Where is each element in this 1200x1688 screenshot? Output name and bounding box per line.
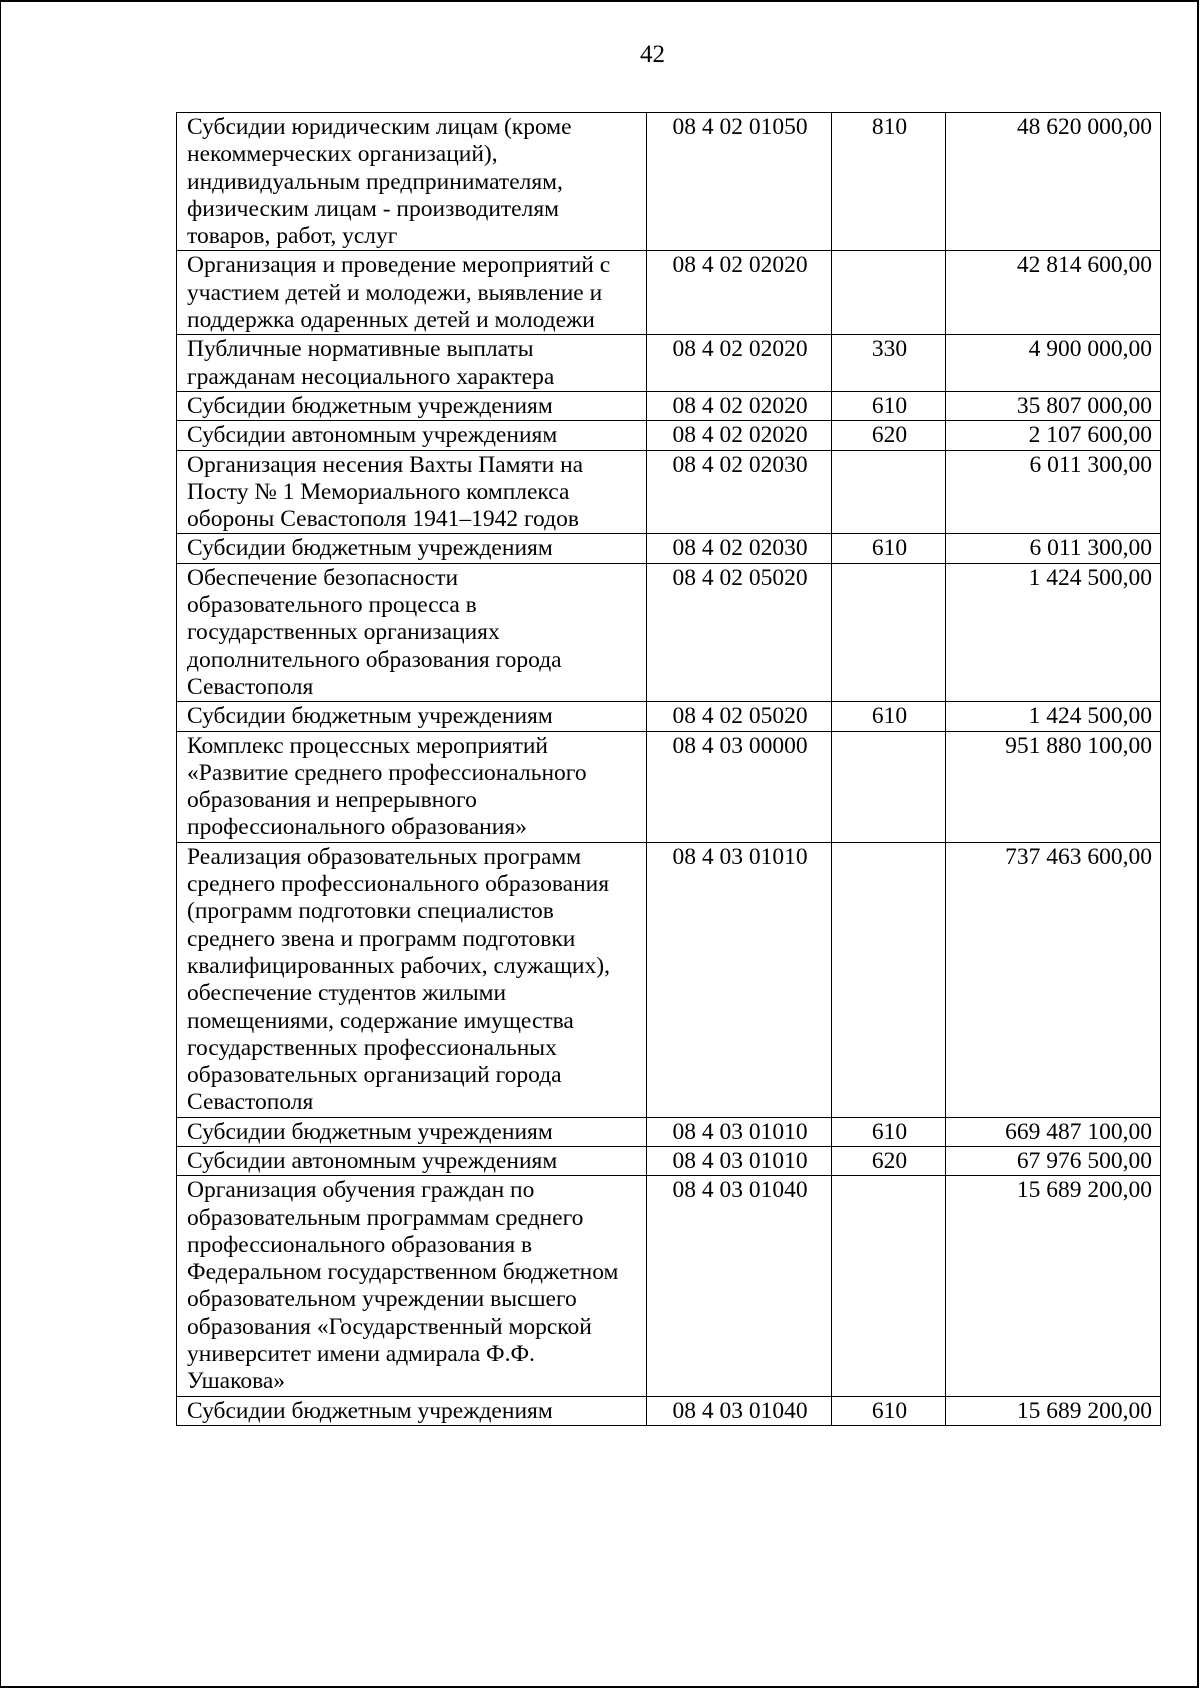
row-amount-cell: 15 689 200,00 [946,1176,1161,1396]
row-amount-cell: 15 689 200,00 [946,1396,1161,1425]
table-row [177,534,1161,563]
row-code-cell: 08 4 02 02020 [647,391,832,420]
row-amount-cell: 669 487 100,00 [946,1117,1161,1146]
row-amount-cell: 67 976 500,00 [946,1146,1161,1175]
row-expense-type-cell [832,563,946,701]
row-code-cell: 08 4 02 05020 [647,702,832,731]
row-name-cell: Субсидии бюджетным учреждениям [177,391,647,420]
row-name-cell: Субсидии бюджетным учреждениям [177,1117,647,1146]
row-name-cell: Публичные нормативные выплаты гражданам несоциального характера [177,335,647,392]
row-expense-type-cell [832,251,946,335]
row-amount-cell: 6 011 300,00 [946,450,1161,534]
row-expense-type-cell: 620 [832,421,946,450]
table-row [177,1146,1161,1175]
row-name-cell: Субсидии автономным учреждениям [177,421,647,450]
row-amount-cell: 1 424 500,00 [946,563,1161,701]
row-code-cell: 08 4 03 00000 [647,731,832,842]
row-expense-type-cell [832,842,946,1117]
table-row [177,335,1161,392]
row-code-cell: 08 4 02 02020 [647,421,832,450]
row-expense-type-cell: 610 [832,391,946,420]
row-expense-type-cell: 620 [832,1146,946,1175]
table-row [177,113,1161,251]
row-expense-type-cell [832,731,946,842]
row-name-cell: Субсидии бюджетным учреждениям [177,1396,647,1425]
table-row [177,1176,1161,1396]
row-amount-cell: 951 880 100,00 [946,731,1161,842]
row-code-cell: 08 4 02 02030 [647,534,832,563]
table-row [177,1117,1161,1146]
row-name-cell: Субсидии бюджетным учреждениям [177,534,647,563]
table-row [177,251,1161,335]
row-name-cell: Субсидии юридическим лицам (кроме некоммерческих организаций), индивидуальным предпринимателям, физическим лицам - производителям товаров, работ, услуг [177,113,647,251]
table-row [177,421,1161,450]
row-amount-cell: 48 620 000,00 [946,113,1161,251]
row-code-cell: 08 4 02 02030 [647,450,832,534]
table-row [177,450,1161,534]
row-expense-type-cell: 610 [832,534,946,563]
row-code-cell: 08 4 03 01040 [647,1176,832,1396]
table-row [177,563,1161,701]
row-code-cell: 08 4 03 01010 [647,1146,832,1175]
row-expense-type-cell: 610 [832,702,946,731]
row-amount-cell: 35 807 000,00 [946,391,1161,420]
row-name-cell: Реализация образовательных программ среднего профессионального образования (программ подготовки специалистов среднего звена и программ подготовки квалифицированных рабочих, служащих), обеспечение студентов жилыми помещениями, содержание имущества государственных профессиональных образовательных организаций города Севастополя [177,842,647,1117]
row-code-cell: 08 4 02 05020 [647,563,832,701]
row-code-cell: 08 4 02 01050 [647,113,832,251]
row-expense-type-cell: 330 [832,335,946,392]
row-code-cell: 08 4 03 01010 [647,842,832,1117]
row-expense-type-cell [832,450,946,534]
table-row [177,702,1161,731]
row-name-cell: Обеспечение безопасности образовательного процесса в государственных организациях дополнительного образования города Севастополя [177,563,647,701]
row-code-cell: 08 4 02 02020 [647,335,832,392]
row-name-cell: Организация обучения граждан по образовательным программам среднего профессионального образования в Федеральном государственном бюджетном образовательном учреждении высшего образования «Государственный морской университет имени адмирала Ф.Ф. Ушакова» [177,1176,647,1396]
row-code-cell: 08 4 03 01040 [647,1396,832,1425]
table-row [177,842,1161,1117]
row-amount-cell: 737 463 600,00 [946,842,1161,1117]
row-name-cell: Организация и проведение мероприятий с участием детей и молодежи, выявление и поддержка одаренных детей и молодежи [177,251,647,335]
budget-table [176,112,1161,1426]
row-name-cell: Субсидии автономным учреждениям [177,1146,647,1175]
table-row [177,391,1161,420]
budget-table-body [177,113,1161,1426]
row-name-cell: Субсидии бюджетным учреждениям [177,702,647,731]
row-amount-cell: 2 107 600,00 [946,421,1161,450]
row-expense-type-cell: 610 [832,1117,946,1146]
row-code-cell: 08 4 03 01010 [647,1117,832,1146]
row-amount-cell: 42 814 600,00 [946,251,1161,335]
table-row [177,731,1161,842]
row-code-cell: 08 4 02 02020 [647,251,832,335]
row-expense-type-cell [832,1176,946,1396]
row-expense-type-cell: 610 [832,1396,946,1425]
row-expense-type-cell: 810 [832,113,946,251]
row-amount-cell: 6 011 300,00 [946,534,1161,563]
row-amount-cell: 1 424 500,00 [946,702,1161,731]
page-number: 42 [640,41,665,68]
row-name-cell: Комплекс процессных мероприятий «Развитие среднего профессионального образования и непрерывного профессионального образования» [177,731,647,842]
row-name-cell: Организация несения Вахты Памяти на Посту № 1 Мемориального комплекса обороны Севастополя 1941–1942 годов [177,450,647,534]
table-row [177,1396,1161,1425]
row-amount-cell: 4 900 000,00 [946,335,1161,392]
